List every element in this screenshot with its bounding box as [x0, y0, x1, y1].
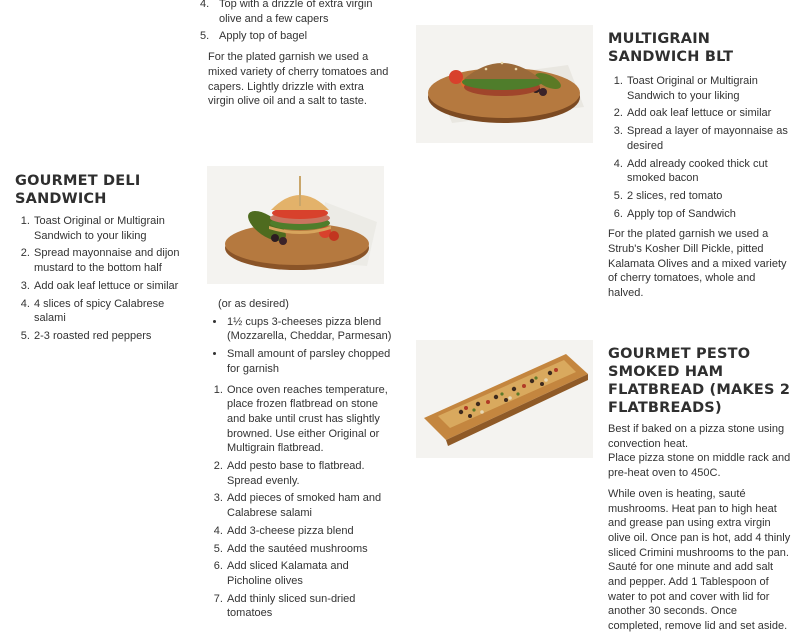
pesto-intro-2: Place pizza stone on middle rack and pre-heat oven to 450C. — [608, 452, 791, 480]
step-number: 4. — [200, 0, 210, 10]
list-item: 2. Add oak leaf lettuce or similar — [626, 106, 793, 121]
list-item: 4. Add 3-cheese pizza blend — [226, 524, 393, 539]
deli-sandwich-photo — [207, 166, 384, 284]
pesto-title: GOURMET PESTO SMOKED HAM FLATBREAD (MAKES 2 FLATBREADS) — [608, 346, 791, 416]
flatbread-image — [416, 340, 593, 458]
list-item: 2. Add pesto base to flatbread. Spread evenly. — [226, 459, 393, 488]
blt-sandwich-photo — [416, 25, 593, 143]
step-text: Apply top of bagel — [219, 30, 308, 43]
list-item: 3. Add pieces of smoked ham and Calabrese salami — [226, 491, 393, 520]
blt-steps-list — [608, 74, 793, 221]
continued-steps-list — [199, 0, 391, 44]
blt-sandwich-image — [416, 25, 593, 143]
flatbread-photo — [416, 340, 593, 458]
list-item: 5. 2 slices, red tomato — [626, 189, 793, 204]
pesto-body: While oven is heating, sauté mushrooms. Heat pan to high heat and grease pan using extra virgin olive oil. Once pan is hot, add 4 thinly sliced Crimini mushrooms to the pan. Sauté for one minute and add salt and pepper. Add 1 Tablespoon of water to pot and cover with lid for another 30 seconds. Once completed, remove lid and set aside. — [608, 487, 791, 633]
list-item: 7. Add thinly sliced sun-dried tomatoes — [226, 592, 393, 621]
list-item: • 1½ cups 3-cheeses pizza blend (Mozzarella, Cheddar, Parmesan) — [226, 315, 393, 344]
list-item — [199, 29, 391, 44]
list-item — [199, 0, 391, 26]
blt-title: MULTIGRAIN SANDWICH BLT — [608, 31, 734, 65]
list-item: 1. Toast Original or Multigrain Sandwich to your liking — [626, 74, 793, 103]
garnish-note: For the plated garnish we used a Strub's Kosher Dill Pickle, pitted Kalamata Olives and a mixed variety of cherry tomatoes, whole and halved. — [608, 228, 787, 300]
flatbread-steps-list — [208, 383, 393, 622]
list-item: 5. Add the sautéed mushrooms — [226, 542, 393, 557]
flatbread-ingredients-list — [208, 315, 393, 377]
blt-recipe — [608, 30, 793, 300]
deli-title: GOURMET DELI SANDWICH — [15, 173, 141, 207]
pesto-intro-1: Best if baked on a pizza stone using convection heat. — [608, 423, 785, 450]
deli-sandwich-image — [207, 166, 384, 284]
garnish-note: For the plated garnish we used a mixed variety of cherry tomatoes and capers. Lightly drizzle with extra virgin olive oil and a salt to taste. — [208, 51, 389, 108]
list-item: 2. Spread mayonnaise and dijon mustard to the bottom half — [33, 246, 190, 275]
list-item: 1. Toast Original or Multigrain Sandwich to your liking — [33, 214, 190, 243]
ingredient-continued: (or as desired) — [218, 298, 289, 310]
list-item: 3. Add oak leaf lettuce or similar — [33, 279, 190, 294]
step-number: 5. — [200, 30, 210, 43]
list-item: 1. Once oven reaches temperature, place frozen flatbread on stone and bake until crust has slightly browned. Use either Original or Multigrain flatbread. — [226, 383, 393, 457]
list-item: • Small amount of parsley chopped for garnish — [226, 347, 393, 376]
deli-steps-list — [15, 214, 190, 344]
list-item: 4. Add already cooked thick cut smoked bacon — [626, 157, 793, 186]
recipe-continued-top — [199, 0, 391, 109]
deli-recipe — [15, 172, 190, 342]
step-text: Top with a drizzle of extra virgin olive and a few capers — [219, 0, 373, 25]
list-item: 3. Spread a layer of mayonnaise as desired — [626, 124, 793, 153]
pesto-flatbread-recipe — [608, 345, 793, 633]
list-item: 6. Add sliced Kalamata and Picholine olives — [226, 559, 393, 588]
flatbread-recipe-continued — [208, 297, 393, 620]
list-item: 6. Apply top of Sandwich — [626, 207, 793, 222]
list-item: 5. 2-3 roasted red peppers — [33, 329, 190, 344]
list-item: 4. 4 slices of spicy Calabrese salami — [33, 297, 190, 326]
